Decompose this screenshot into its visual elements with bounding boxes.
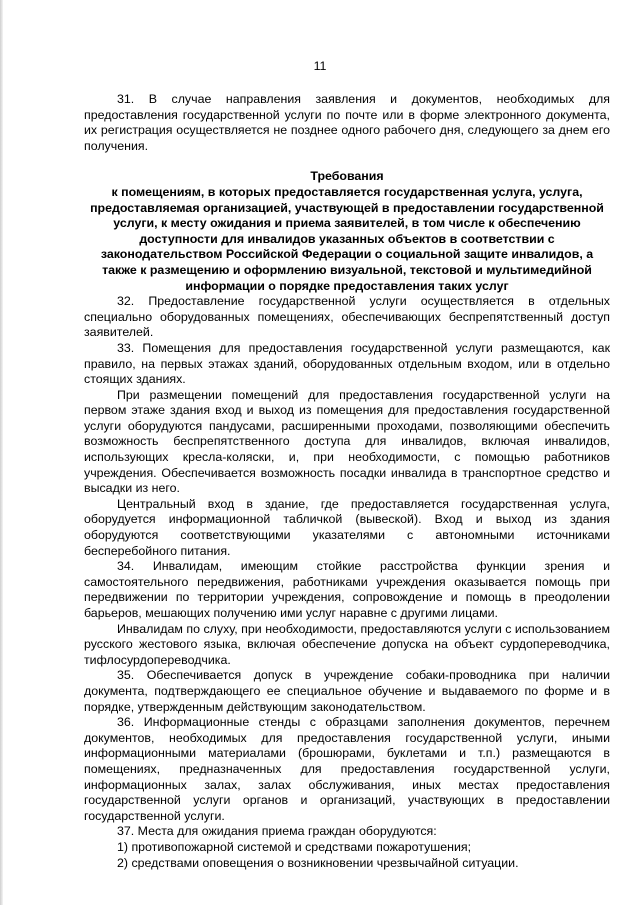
section-heading-body: к помещениям, в которых предоставляется государственная услуга, услуга, предоставляемая организацией, участвующей в предоставлении государственной услуги, к месту ожидания и приема заявителей, в том числе к обеспечению доступности для инвалидов указанных объектов в соответствии с законодательством Российской Федерации о социальной защите инвалидов, а также к размещению и оформлению визуальной, текстовой и мультимедийной информации о порядке предоставления таких услуг — [90, 184, 604, 293]
paragraph-31: 31. В случае направления заявления и документов, необходимых для предоставления государственной услуги по почте или в форме электронного документа, их регистрация осуществляется не позднее одного рабочего дня, следующего за днем его получения. — [84, 92, 610, 153]
paragraph-34-hearing: Инвалидам по слуху, при необходимости, предоставляются услуги с использованием русского жестового языка, включая обеспечение допуска на объект сурдопереводчика, тифлосурдопереводчика. — [84, 621, 610, 667]
paragraph-32: 32. Предоставление государственной услуги осуществляется в отдельных специально оборудованных помещениях, обеспечивающих беспрепятственный доступ заявителей. — [84, 294, 610, 340]
paragraph-35: 35. Обеспечивается допуск в учреждение собаки-проводника при наличии документа, подтверждающего ее специальное обучение и выдаваемого по форме и в порядке, утвержденным действующим законодательством. — [84, 668, 610, 714]
scan-edge-shadow — [0, 0, 3, 905]
paragraph-34: 34. Инвалидам, имеющим стойкие расстройства функции зрения и самостоятельного передвижения, работниками учреждения оказывается помощь при передвижении по территории учреждения, сопровождение и помощь в преодолении барьеров, мешающих получению ими услуг наравне с другими лицами. — [84, 559, 610, 620]
page-content — [84, 92, 610, 871]
paragraph-33-placement: При размещении помещений для предоставления государственной услуги на первом этаже здания вход и выход из помещения для предоставления государственной услуги оборудуются пандусами, расширенными проходами, позволяющими обеспечить возможность беспрепятственного доступа для инвалидов, включая инвалидов, использующих кресла-коляски, и, при необходимости, с помощью работников учреждения. Обеспечивается возможность посадки инвалида в транспортное средство и высадки из него. — [84, 387, 610, 496]
list-item-1: 1) противопожарной системой и средствами пожаротушения; — [117, 839, 472, 854]
paragraph-33: 33. Помещения для предоставления государственной услуги размещаются, как правило, на первых этажах зданий, оборудованных отдельным входом, или в отдельно стоящих зданиях. — [84, 340, 610, 387]
spacer — [84, 154, 610, 169]
section-heading-title: Требования — [310, 169, 384, 184]
paragraph-33-entrance: Центральный вход в здание, где предоставляется государственная услуга, оборудуется информационной табличкой (вывеской). Вход и выход из здания оборудуются соответствующими указателями с автономными источниками бесперебойного питания. — [84, 496, 610, 558]
list-item-2: 2) средствами оповещения о возникновении чрезвычайной ситуации. — [117, 855, 519, 870]
paragraph-37: 37. Места для ожидания приема граждан оборудуются: — [117, 824, 437, 839]
page-number: 11 — [313, 59, 327, 73]
paragraph-36: 36. Информационные стенды с образцами заполнения документов, перечнем документов, необходимых для предоставления государственной услуги, иными информационными материалами (брошюрами, буклетами и т.п.) размещаются в помещениях, предназначенных для предоставления государственной услуги, информационных залах, залах обслуживания, иных местах предоставления государственной услуги органов и организаций, участвующих в предоставлении государственной услуги. — [84, 715, 610, 823]
